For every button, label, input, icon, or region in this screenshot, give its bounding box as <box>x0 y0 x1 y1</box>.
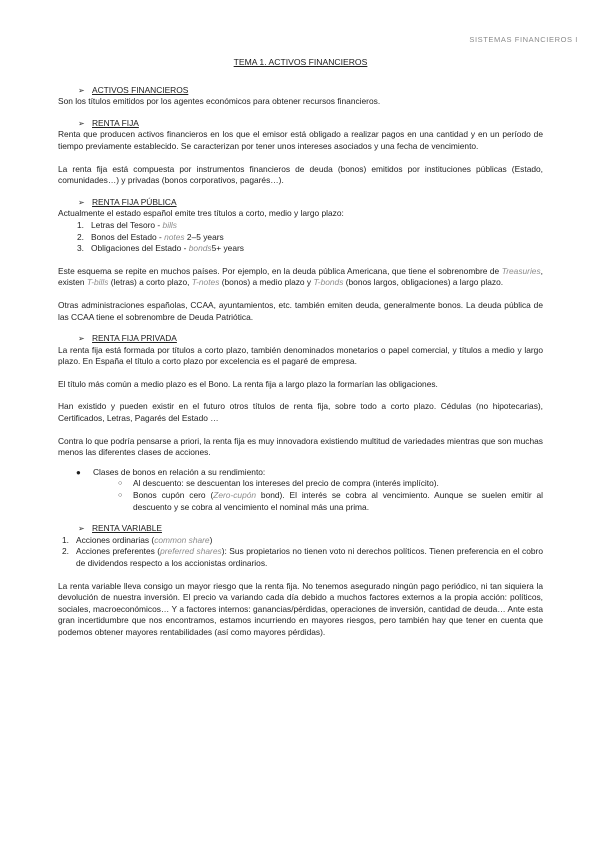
section-heading-renta-fija-publica: ➢ RENTA FIJA PÚBLICA <box>78 196 177 207</box>
paragraph: Actualmente el estado español emite tres títulos a corto, medio y largo plazo: <box>58 208 344 219</box>
circle-bullet-icon: ○ <box>118 492 123 500</box>
list-item: ○ Al descuento: se descuentan los intereses del precio de compra (interés implícito). <box>118 478 439 489</box>
bullet-icon: ● <box>76 467 81 477</box>
section-heading-renta-fija-privada: ➢ RENTA FIJA PRIVADA <box>78 333 177 344</box>
document-page <box>58 57 543 639</box>
section-heading-activos: ➢ ACTIVOS FINANCIEROS <box>78 84 189 95</box>
paragraph: Han existido y pueden existir en el futuro otros títulos de renta fija, sobre todo a corto plazo. Cédulas (no hipotecarias), Certificados, Letras, Pagarés del Estado … <box>58 401 543 424</box>
paragraph: Renta que producen activos financieros en los que el emisor está obligado a realizar pagos en una cantidad y en un período de tiempo previamente establecido. Se caracterizan por tener unos intereses asociados y una fecha de vencimiento. <box>58 129 543 151</box>
paragraph: La renta fija está formada por títulos a corto plazo, también denominados monetarios o papel comercial, y títulos a medio y largo plazo. En España el título a corto plazo por excelencia es el pagaré de empresa. <box>58 344 543 367</box>
section-heading-renta-variable: ➢ RENTA VARIABLE <box>78 523 162 534</box>
list-item: 1. Acciones ordinarias (common share) <box>62 534 213 545</box>
arrow-bullet-icon: ➢ <box>78 524 85 534</box>
paragraph: Otras administraciones españolas, CCAA, ayuntamientos, etc. también emiten deuda, generalmente bonos. La deuda pública de las CCAA tiene el sobrenombre de Deuda Patriótica. <box>58 299 543 322</box>
running-header: SISTEMAS FINANCIEROS I <box>469 35 578 44</box>
paragraph: Este esquema se repite en muchos países. Por ejemplo, en la deuda pública Americana, que tiene el sobrenombre de Treasuries, existen T-bills (letras) a corto plazo, T-notes (bonos) a medio plazo y T-bonds (bonos largos, obligaciones) a largo plazo. <box>58 265 543 288</box>
circle-bullet-icon: ○ <box>118 480 123 488</box>
paragraph: La renta variable lleva consigo un mayor riesgo que la renta fija. No tenemos asegurado ningún pago periódico, ni tan siquiera la devolución de nuestra inversión. El precio va variando cada día debido a muchos factores externos a la propia acción: políticos, sociales, macroeconómicos… Y a factores internos: ganancias/pérdidas, operaciones de inversión, cantidad de deuda… Ante esta gran incertidumbre que nos encontramos, estamos incurriendo en mayores riesgos, pero también hay que tener en cuenta que podemos obtener mayores rentabilidades (así como mayores pérdidas). <box>58 580 543 637</box>
paragraph: El título más común a medio plazo es el Bono. La renta fija a largo plazo la formarían las obligaciones. <box>58 378 438 389</box>
list-item: 3. Obligaciones del Estado - bonds5+ years <box>77 243 244 254</box>
list-item: 2. Bonos del Estado - notes 2–5 years <box>77 231 224 242</box>
numbered-list <box>58 535 543 570</box>
paragraph: Son los títulos emitidos por los agentes económicos para obtener recursos financieros. <box>58 96 381 107</box>
list-item: ○ Bonos cupón cero (Zero-cupón bond). El interés se cobra al vencimiento. Aunque se suelen emitir al descuento y se cobra al vencimiento el nominal más una prima. <box>118 490 543 512</box>
list-item: ● Clases de bonos en relación a su rendimiento: <box>76 466 266 477</box>
sub-list <box>76 478 543 513</box>
bullet-list <box>76 467 543 513</box>
arrow-bullet-icon: ➢ <box>78 197 85 207</box>
section-heading-renta-fija: ➢ RENTA FIJA <box>78 117 139 128</box>
numbered-list <box>58 220 543 255</box>
list-item: 1. Letras del Tesoro - bills <box>77 219 177 230</box>
page-title: TEMA 1. ACTIVOS FINANCIEROS <box>233 57 368 67</box>
arrow-bullet-icon: ➢ <box>78 85 85 95</box>
list-item: 2. Acciones preferentes (preferred shares): Sus propietarios no tienen voto ni derechos políticos. Tienen preferencia en el cobro de dividendos respecto a los accionistas ordinarios. <box>62 546 544 568</box>
arrow-bullet-icon: ➢ <box>78 118 85 128</box>
paragraph: La renta fija está compuesta por instrumentos financieros de deuda (bonos) emitidos por instituciones públicas (Estado, comunidades…) y privadas (bonos corporativos, pagarés…). <box>58 163 543 186</box>
arrow-bullet-icon: ➢ <box>78 334 85 344</box>
paragraph: Contra lo que podría pensarse a priori, la renta fija es muy innovadora existiendo multitud de variedades mientras que son muchas menos las diferentes clases de acciones. <box>58 435 543 458</box>
